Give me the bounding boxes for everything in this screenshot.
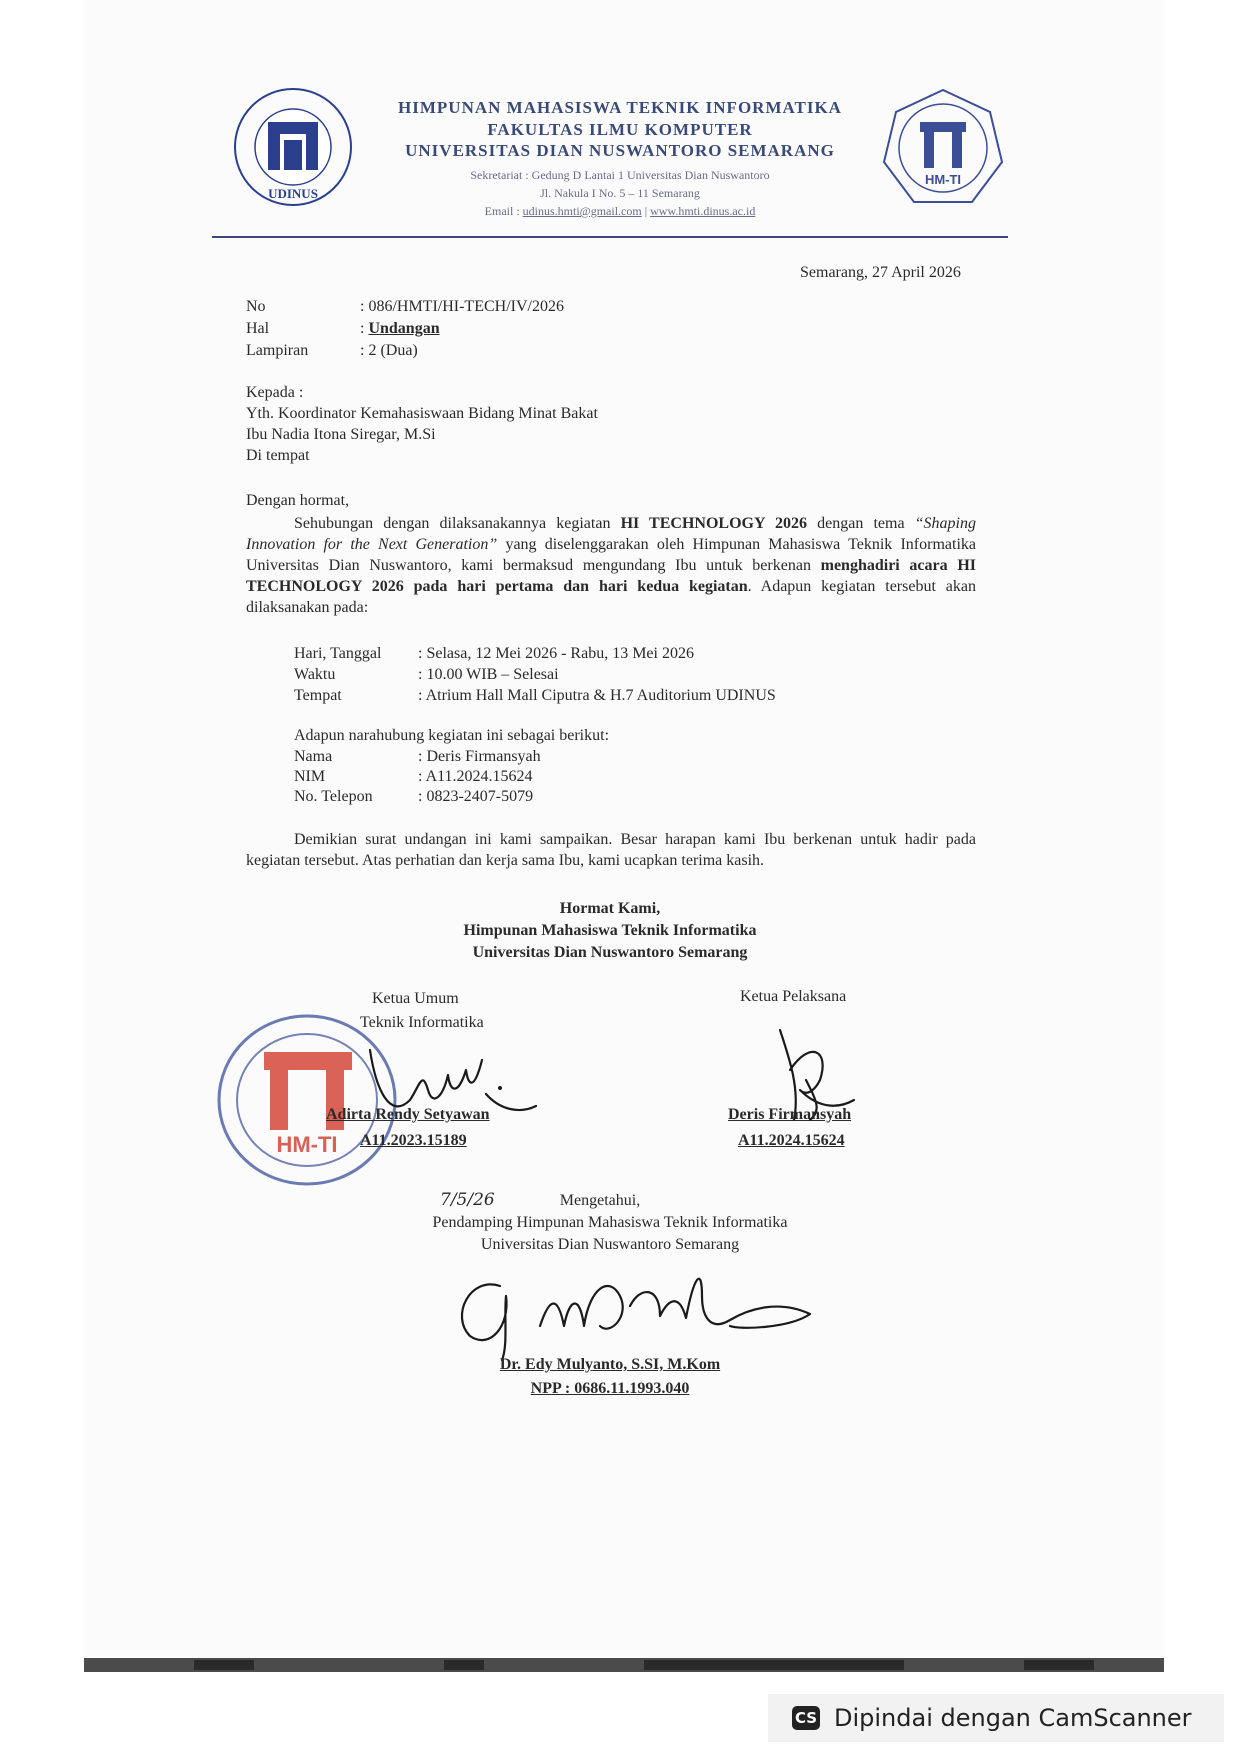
signoff-line-3: Universitas Dian Nuswantoro Semarang: [472, 944, 748, 961]
camscanner-watermark: [768, 1694, 1224, 1742]
p1-event: HI TECHNOLOGY 2026: [620, 515, 808, 532]
know-line-1: Pendamping Himpunan Mahasiswa Teknik Informatika: [432, 1214, 788, 1231]
address-line-1: Sekretariat : Gedung D Lantai 1 Universitas Dian Nuswantoro: [470, 168, 770, 182]
udinus-logo-icon: [232, 86, 354, 208]
no-label: No: [246, 298, 266, 315]
hmti-logo-icon: [880, 86, 1006, 212]
kepada-label: Kepada :: [246, 384, 304, 401]
left-signatory-name: Adirta Rendy Setyawan: [326, 1106, 490, 1123]
svg-text:HM-TI: HM-TI: [276, 1132, 338, 1157]
left-signatory-title: Ketua Umum: [372, 990, 459, 1007]
email-link[interactable]: udinus.hmti@gmail.com: [522, 204, 642, 218]
time-value: : 10.00 WIB – Selesai: [418, 666, 559, 683]
svg-text:HM-TI: HM-TI: [924, 172, 962, 187]
university-name: UNIVERSITAS DIAN NUSWANTORO SEMARANG: [405, 141, 835, 160]
header-divider: [212, 236, 1008, 238]
faculty-name: FAKULTAS ILMU KOMPUTER: [487, 120, 753, 139]
contact-name-value: : Deris Firmansyah: [418, 748, 541, 765]
recipient-line-2: Ibu Nadia Itona Siregar, M.Si: [246, 426, 436, 443]
closing-paragraph: Demikian surat undangan ini kami sampaikan. Besar harapan kami Ibu berkenan untuk hadir pada kegiatan tersebut. Atas perhatian dan kerja sama Ibu, kami ucapkan terima kasih.: [246, 831, 976, 869]
contact-nim-value: : A11.2024.15624: [418, 768, 533, 785]
know-label: Mengetahui,: [559, 1192, 641, 1209]
know-line-2: Universitas Dian Nuswantoro Semarang: [480, 1236, 740, 1253]
left-signatory-nim: A11.2023.15189: [360, 1132, 467, 1149]
lampiran-label: Lampiran: [246, 342, 309, 359]
advisor-signature-icon: [440, 1256, 820, 1366]
greeting: Dengan hormat,: [246, 492, 350, 509]
p1-text-b: dengan tema: [807, 515, 915, 532]
handwritten-date: 7/5/26: [440, 1190, 495, 1210]
contact-name-label: Nama: [294, 748, 333, 765]
lampiran-value: : 2 (Dua): [360, 342, 418, 359]
body-paragraph-1: [246, 513, 976, 618]
camscanner-app-icon: CS: [792, 1706, 820, 1730]
time-label: Waktu: [294, 666, 336, 683]
advisor-npp: NPP : 0686.11.1993.040: [530, 1380, 690, 1397]
email-label: Email :: [484, 204, 520, 218]
advisor-name: Dr. Edy Mulyanto, S.SI, M.Kom: [499, 1356, 721, 1373]
p1-theme: “Shaping Innovation for the Next Generation”: [246, 515, 976, 553]
scan-background-strip: [84, 1658, 1164, 1672]
camscanner-text: Dipindai dengan CamScanner: [834, 1704, 1192, 1732]
right-signatory-nim: A11.2024.15624: [738, 1132, 845, 1149]
p1-text-c: yang diselenggarakan oleh Himpunan Mahasiswa Teknik Informatika Universitas Dian Nuswantoro, kami bermaksud mengundang Ibu untuk berkenan: [246, 536, 976, 574]
left-signatory-title-2: Teknik Informatika: [360, 1014, 484, 1031]
hal-label: Hal: [246, 320, 270, 337]
p1-bold: menghadiri acara HI TECHNOLOGY 2026 pada hari pertama dan hari kedua kegiatan: [246, 557, 976, 595]
org-name: HIMPUNAN MAHASISWA TEKNIK INFORMATIKA: [398, 98, 842, 117]
contact-phone-label: No. Telepon: [294, 788, 373, 805]
place-label: Tempat: [294, 687, 342, 704]
contact-intro: Adapun narahubung kegiatan ini sebagai berikut:: [294, 727, 610, 744]
signoff-line-2: Himpunan Mahasiswa Teknik Informatika: [463, 922, 757, 939]
svg-text:UDINUS: UDINUS: [268, 186, 318, 201]
website-link[interactable]: www.hmti.dinus.ac.id: [650, 204, 756, 218]
contact-nim-label: NIM: [294, 768, 326, 785]
p1-text-d: . Adapun kegiatan tersebut akan dilaksanakan pada:: [246, 578, 976, 616]
contact-phone-value: : 0823-2407-5079: [418, 788, 534, 805]
letter-date: Semarang, 27 April 2026: [800, 264, 961, 281]
right-signatory-name: Deris Firmansyah: [728, 1106, 852, 1123]
hal-colon: :: [360, 320, 365, 337]
address-line-2: Jl. Nakula I No. 5 – 11 Semarang: [540, 186, 700, 200]
day-label: Hari, Tanggal: [294, 645, 382, 662]
day-value: : Selasa, 12 Mei 2026 - Rabu, 13 Mei 2026: [418, 645, 694, 662]
separator: |: [644, 204, 648, 218]
place-value: : Atrium Hall Mall Ciputra & H.7 Auditorium UDINUS: [418, 687, 776, 704]
p1-text-a: Sehubungan dengan dilaksanakannya kegiatan: [294, 515, 621, 532]
hal-value-line: [360, 320, 440, 338]
hal-value: Undangan: [368, 320, 440, 337]
signoff-line-1: Hormat Kami,: [559, 900, 661, 917]
right-signatory-title: Ketua Pelaksana: [740, 988, 847, 1005]
recipient-line-1: Yth. Koordinator Kemahasiswaan Bidang Minat Bakat: [246, 405, 598, 422]
contact-line: [360, 204, 880, 219]
recipient-line-3: Di tempat: [246, 447, 310, 464]
no-value: : 086/HMTI/HI-TECH/IV/2026: [360, 298, 564, 315]
